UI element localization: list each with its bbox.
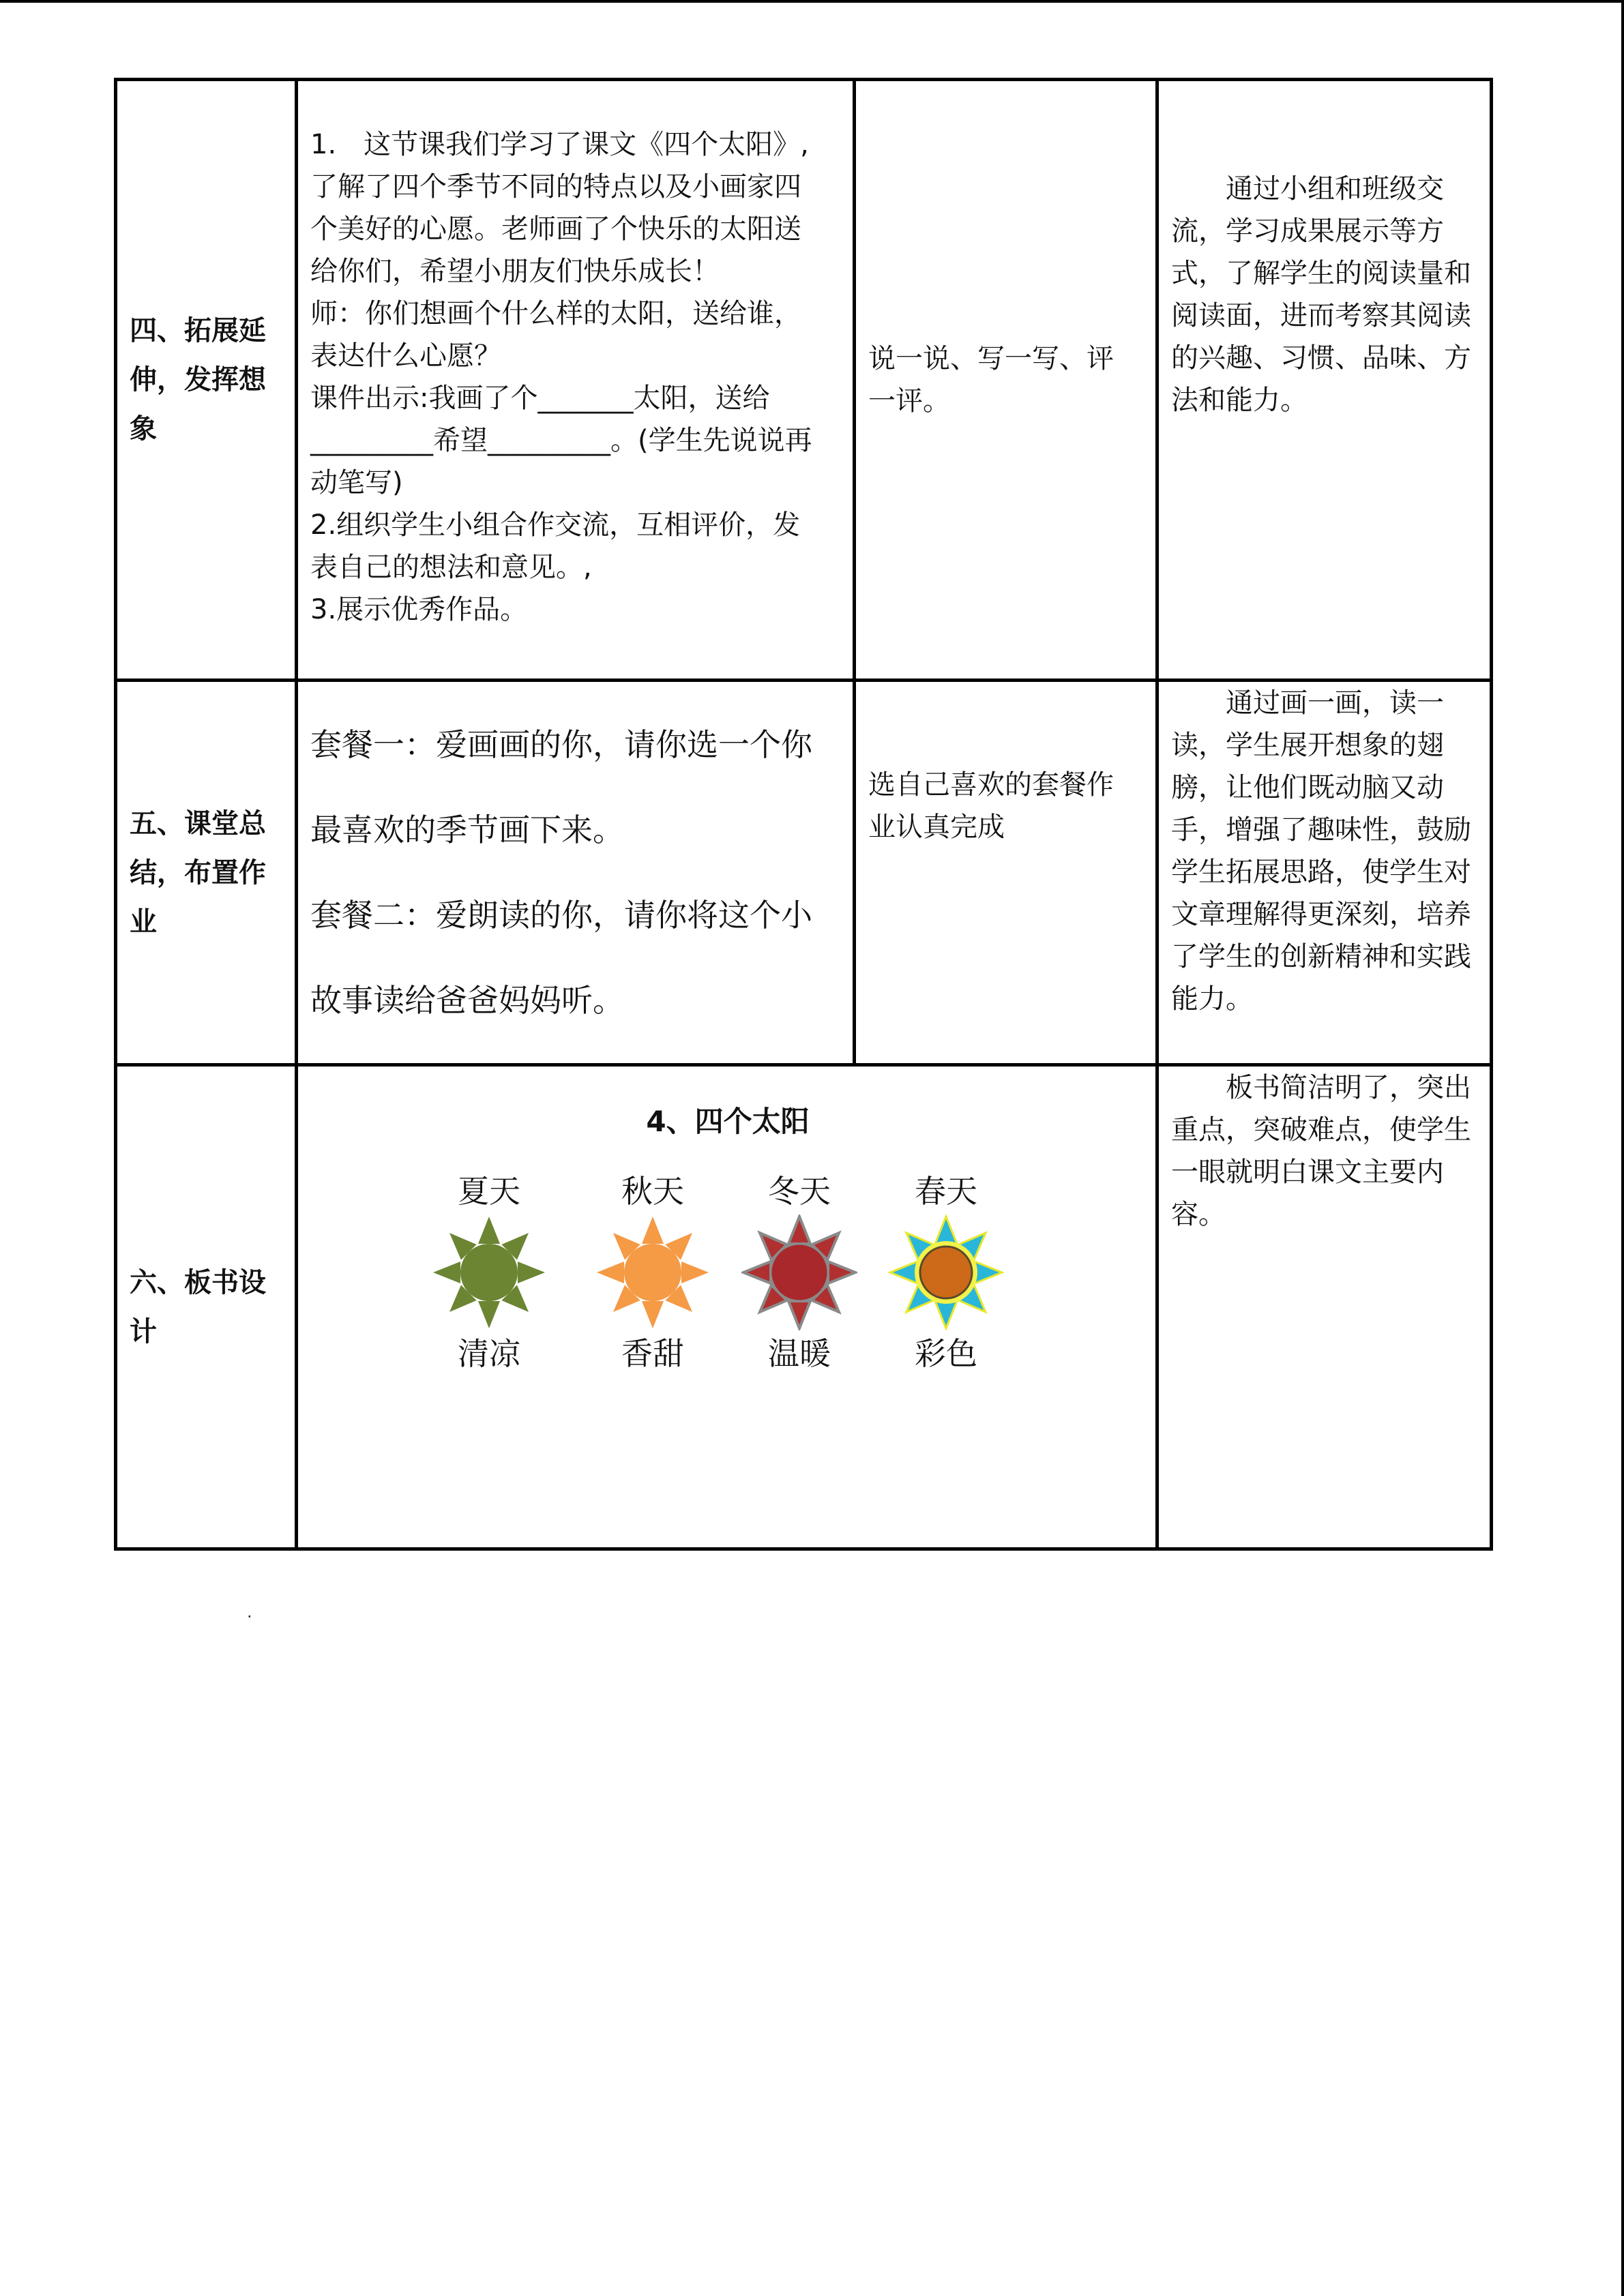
summer-sun [428, 1171, 550, 1374]
sun-ray [642, 1217, 664, 1244]
sun-ray [478, 1217, 500, 1244]
orange-sun-icon [595, 1214, 711, 1330]
season-label: 秋天 [621, 1172, 684, 1210]
season-label: 冬天 [768, 1172, 831, 1210]
sun-disc [771, 1244, 828, 1301]
wish-word: 彩色 [915, 1335, 977, 1372]
colorful-sun-icon [888, 1214, 1004, 1330]
sun-ray [975, 1262, 1002, 1283]
design-purpose: 通过画一画，读一读，学生展开想象的翅膀，让他们既动脑又动手，增强了趣味性，鼓励学生拓展思路，使学生对文章理解得更深刻，培养了学生的创新精神和实践能力。 [1171, 687, 1471, 1015]
autumn-sun [591, 1171, 714, 1374]
spring-sun [885, 1171, 1007, 1374]
sun-ray [935, 1301, 957, 1328]
sun-ray [681, 1262, 709, 1283]
student-activity-cell [855, 80, 1157, 681]
wish-word: 清凉 [458, 1335, 520, 1372]
student-activity: 选自己喜欢的套餐作 业认真完成 [868, 769, 1114, 843]
stage-title: 四、拓展延 伸，发挥想 象 [130, 315, 266, 445]
teaching-content: 1. 这节课我们学习了课文《四个太阳》, 了解了四个季节不同的特点以及小画家四 个美好的心愿。老师画了个快乐的太阳送 给你们，希望小朋友们快乐成长！ 师：你们想画个什么样的太阳，送给谁， 表达什么心愿？ 课件出示:我画了个_______太阳，送给 _________希望_________。(学生先说说再 动笔写) 2.组织学生小组合作交流，互相评价，发 表自己的想法和意见。, 3.展示优秀作品。 [310, 129, 812, 625]
sun-ray [828, 1262, 855, 1283]
sun-ray [478, 1301, 500, 1328]
sun-ray [597, 1262, 624, 1283]
blackboard-design-cell [297, 1065, 1157, 1549]
footer-dot: . [247, 1602, 252, 1622]
design-purpose-cell [1157, 681, 1492, 1065]
red-sun-icon [741, 1214, 857, 1330]
sun-ray [433, 1262, 460, 1283]
sun-disc [624, 1244, 681, 1301]
winter-sun [738, 1171, 861, 1374]
board-title: 4、四个太阳 [646, 1104, 810, 1138]
student-activity: 说一说、写一写、评 一评。 [868, 343, 1114, 417]
teaching-content-cell [297, 681, 855, 1065]
design-purpose: 板书简洁明了，突出重点，突破难点，使学生一眼就明白课文主要内容。 [1171, 1072, 1471, 1230]
sun-ray [788, 1301, 810, 1328]
page-right-border [1621, 0, 1624, 2296]
sun-disc [460, 1244, 518, 1301]
table-row [116, 1065, 1492, 1549]
design-purpose-cell [1157, 1065, 1492, 1549]
sun-ray [788, 1217, 810, 1244]
stage-title: 五、课堂总 结，布置作 业 [130, 807, 266, 938]
blackboard-design [298, 1069, 1155, 1546]
season-label: 春天 [915, 1172, 977, 1210]
sun-ray [518, 1262, 545, 1283]
homework-menu: 套餐一：爱画画的你，请你选一个你 最喜欢的季节画下来。 套餐二：爱朗读的你，请你将这个小 故事读给爸爸妈妈听。 [310, 726, 812, 1019]
sun-ray [890, 1262, 917, 1283]
student-activity-cell [855, 681, 1157, 1065]
table-row [116, 80, 1492, 681]
stage-cell [116, 681, 297, 1065]
stage-title: 六、板书设 计 [130, 1266, 266, 1347]
page-top-border [0, 0, 1624, 3]
wish-word: 香甜 [621, 1335, 684, 1372]
green-sun-icon [431, 1214, 547, 1330]
design-purpose-cell [1157, 80, 1492, 681]
sun-ray [743, 1262, 771, 1283]
wish-word: 温暖 [768, 1335, 831, 1372]
sun-ray [642, 1301, 664, 1328]
table-row [116, 681, 1492, 1065]
teaching-content-cell [297, 80, 855, 681]
stage-cell [116, 1065, 297, 1549]
stage-cell [116, 80, 297, 681]
sun-disc [920, 1247, 972, 1298]
season-label: 夏天 [458, 1172, 520, 1210]
sun-ray [935, 1217, 957, 1244]
lesson-plan-table [114, 78, 1493, 1551]
design-purpose: 通过小组和班级交流，学习成果展示等方式，了解学生的阅读量和阅读面，进而考察其阅读的兴趣、习惯、品味、方法和能力。 [1171, 173, 1471, 416]
